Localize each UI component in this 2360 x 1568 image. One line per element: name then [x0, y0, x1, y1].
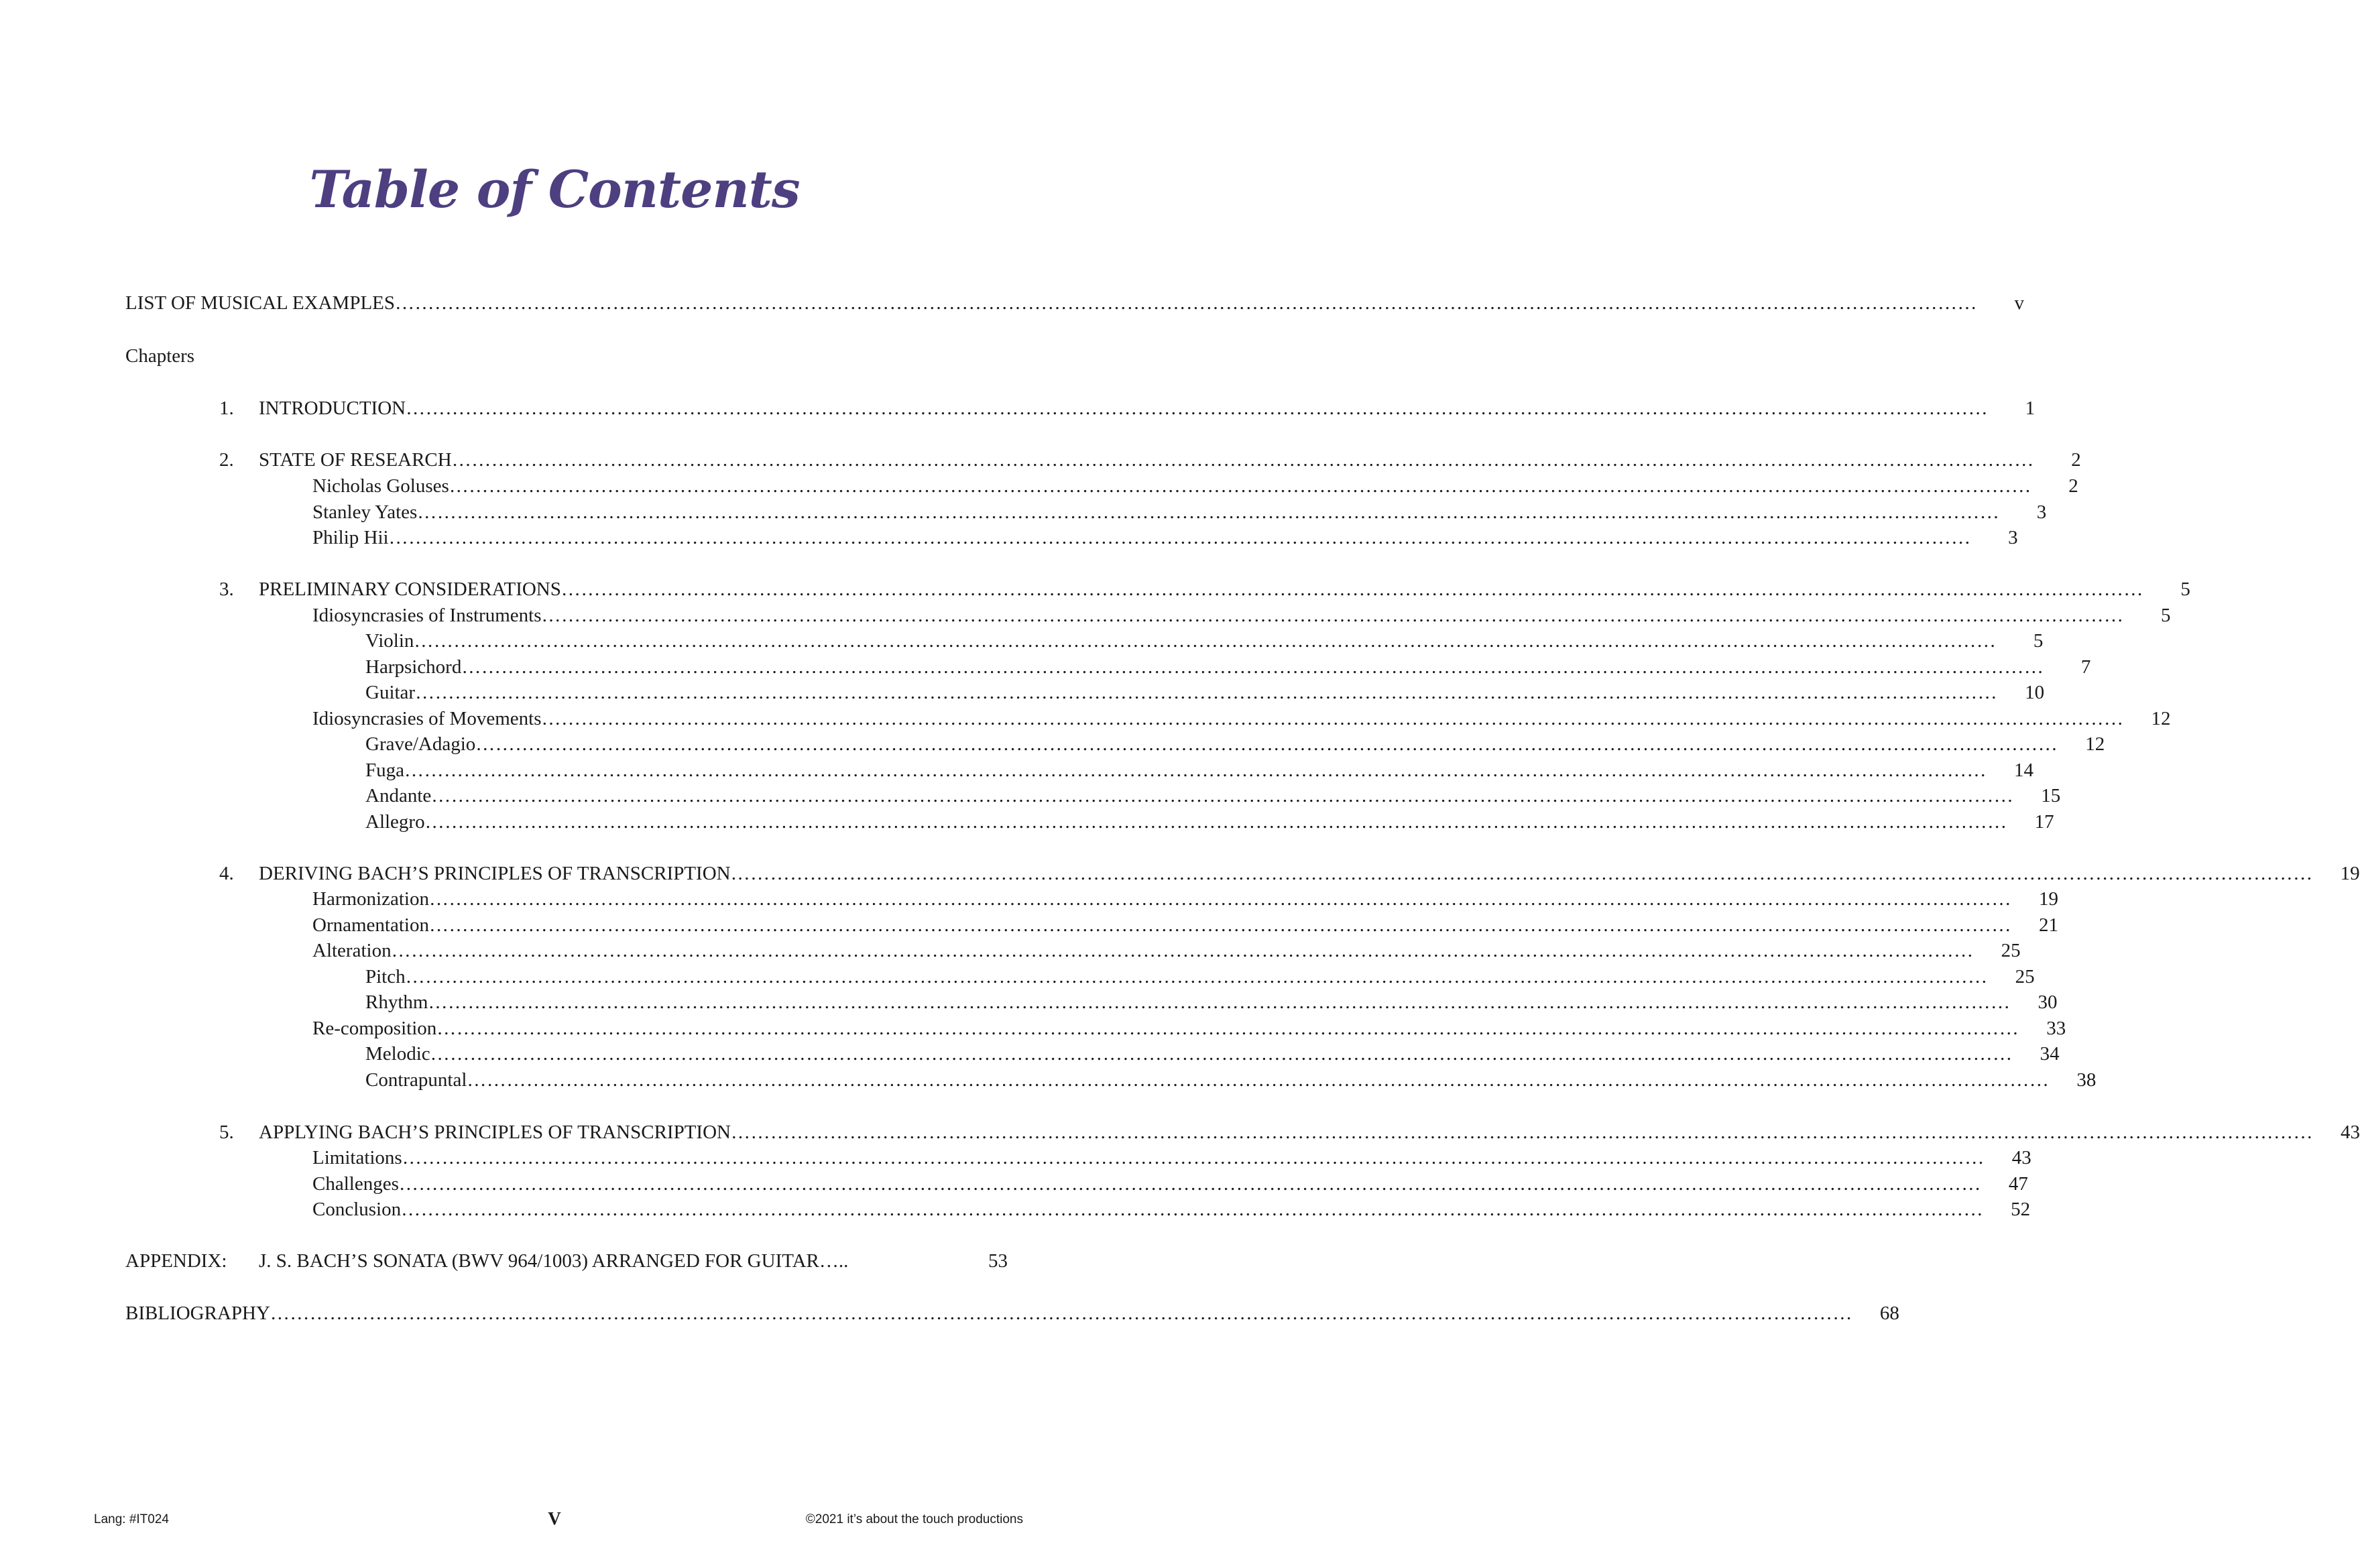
toc-entry-appendix[interactable]	[259, 1248, 1008, 1275]
toc-page-number: v	[2014, 292, 2025, 314]
toc-entry-ornamentation[interactable]: Ornamentation…………………………………………………………………………………………………………………………………………………………………………………………………………………… 21	[312, 912, 1008, 939]
toc-entry-fuga[interactable]: Fuga…………………………………………………………………………………………………………………………………………………………………………………………………………………… 14	[365, 758, 1008, 784]
toc-page-number: 17	[2034, 811, 2054, 833]
toc-label: BIBLIOGRAPHY	[125, 1303, 270, 1324]
toc-entry-rhythm[interactable]: Rhythm…………………………………………………………………………………………………………………………………………………………………………………………………………………… 30	[365, 989, 1008, 1016]
toc-label: DERIVING BACH’S PRINCIPLES OF TRANSCRIPTION	[259, 863, 731, 884]
toc-entry-melodic[interactable]: Melodic…………………………………………………………………………………………………………………………………………………………………………………………………………………… 34	[365, 1041, 1008, 1068]
toc-page-number: 2	[2071, 449, 2081, 471]
toc-entry-conclusion[interactable]: Conclusion…………………………………………………………………………………………………………………………………………………………………………………………………………………… 52	[312, 1197, 1008, 1223]
toc-page-number: 3	[2008, 527, 2018, 548]
toc-entry-limitations[interactable]: Limitations…………………………………………………………………………………………………………………………………………………………………………………………………………………… 43	[312, 1145, 1008, 1172]
toc-label: Harpsichord	[365, 656, 462, 678]
toc-page-number: 52	[2011, 1199, 2031, 1220]
toc-label: Challenges	[312, 1173, 399, 1195]
chapters-heading: Chapters	[125, 345, 195, 367]
toc-label: Idiosyncrasies of Instruments	[312, 605, 542, 626]
chapter-number: 1.	[219, 398, 234, 419]
footer-copyright: ©2021 it’s about the touch productions	[805, 1512, 1023, 1526]
toc-entry-hii[interactable]: Philip Hii…………………………………………………………………………………………………………………………………………………………………………………………………………………… 3	[312, 525, 1008, 552]
toc-page-number: 3	[2036, 501, 2047, 523]
toc-page-number: 25	[2015, 966, 2035, 987]
toc-page-number: 15	[2041, 785, 2061, 806]
toc-page-number: 53	[988, 1250, 1008, 1272]
toc-label: J. S. BACH’S SONATA (BWV 964/1003) ARRANGED FOR GUITAR…..	[259, 1250, 849, 1272]
toc-entry-harmonization[interactable]: Harmonization…………………………………………………………………………………………………………………………………………………………………………………………………………………… 19	[312, 886, 1008, 913]
toc-entry-alteration[interactable]: Alteration…………………………………………………………………………………………………………………………………………………………………………………………………………………… 25	[312, 938, 1008, 965]
toc-entry-bibliography[interactable]: BIBLIOGRAPHY…………………………………………………………………………………………………………………………………………………………………………………………………………………… 68	[125, 1301, 1008, 1327]
toc-entry-violin[interactable]: Violin…………………………………………………………………………………………………………………………………………………………………………………………………………………… 5	[365, 628, 1008, 655]
toc-entry-guitar[interactable]: Guitar…………………………………………………………………………………………………………………………………………………………………………………………………………………… 10	[365, 680, 1008, 707]
appendix-label: APPENDIX:	[125, 1250, 227, 1272]
toc-page-number: 33	[2046, 1018, 2066, 1039]
toc-entry-chapter-3[interactable]: PRELIMINARY CONSIDERATIONS…………………………………………………………………………………………………………………………………………………………………………………………………………………… 5	[259, 577, 1008, 603]
toc-entry-recomposition[interactable]: Re-composition…………………………………………………………………………………………………………………………………………………………………………………………………………………… 33	[312, 1016, 1008, 1042]
toc-page-number: 21	[2038, 914, 2058, 936]
toc-label: Philip Hii	[312, 527, 389, 548]
toc-label: STATE OF RESEARCH	[259, 449, 452, 471]
toc-page-number: 1	[2025, 398, 2035, 419]
toc-label: Re-composition	[312, 1018, 437, 1039]
toc-label: Contrapuntal	[365, 1069, 467, 1091]
toc-label: Conclusion	[312, 1199, 402, 1220]
toc-page-number: 47	[2008, 1173, 2028, 1195]
toc-page-number: 5	[2033, 630, 2044, 652]
toc-page-number: 12	[2085, 733, 2105, 755]
toc-entry-yates[interactable]: Stanley Yates…………………………………………………………………………………………………………………………………………………………………………………………………………………… 3	[312, 499, 1008, 526]
toc-label: Nicholas Goluses	[312, 475, 449, 497]
toc-entry-challenges[interactable]: Challenges…………………………………………………………………………………………………………………………………………………………………………………………………………………… 47	[312, 1171, 1008, 1198]
toc-entry-movements[interactable]: Idiosyncrasies of Movements…………………………………………………………………………………………………………………………………………………………………………………………………………………… 12	[312, 706, 1008, 733]
toc-page-number: 2	[2068, 475, 2078, 497]
toc-label: Limitations	[312, 1147, 402, 1168]
toc-page-number: 7	[2080, 656, 2091, 678]
toc-entry-harpsichord[interactable]: Harpsichord…………………………………………………………………………………………………………………………………………………………………………………………………………………… 7	[365, 654, 1008, 681]
toc-page-number: 5	[2180, 579, 2190, 600]
toc-label: Pitch	[365, 966, 406, 987]
toc-entry-pitch[interactable]: Pitch…………………………………………………………………………………………………………………………………………………………………………………………………………………… 25	[365, 964, 1008, 991]
toc-entry-goluses[interactable]: Nicholas Goluses…………………………………………………………………………………………………………………………………………………………………………………………………………………… 2	[312, 473, 1008, 500]
toc-entry-allegro[interactable]: Allegro…………………………………………………………………………………………………………………………………………………………………………………………………………………… 17	[365, 809, 1008, 836]
toc-entry-contrapuntal[interactable]: Contrapuntal…………………………………………………………………………………………………………………………………………………………………………………………………………………… 38	[365, 1067, 1008, 1094]
toc-label: PRELIMINARY CONSIDERATIONS	[259, 579, 561, 600]
toc-label: Ornamentation	[312, 914, 429, 936]
toc-page-number: 43	[2340, 1122, 2360, 1143]
page-title: Table of Contents	[309, 160, 800, 219]
toc-page-number: 19	[2038, 888, 2058, 910]
toc-label: Melodic	[365, 1043, 430, 1065]
toc-label: Fuga	[365, 760, 404, 781]
toc-label: Guitar	[365, 682, 416, 703]
toc-entry-chapter-4[interactable]: DERIVING BACH’S PRINCIPLES OF TRANSCRIPTION…………………………………………………………………………………………………………………………………………………………………………………………………………………… 19	[259, 861, 1008, 888]
footer-lang-code: Lang: #IT024	[94, 1512, 169, 1526]
chapter-number: 4.	[219, 863, 234, 884]
chapter-number: 3.	[219, 579, 234, 600]
toc-page-number: 10	[2025, 682, 2045, 703]
chapter-number: 2.	[219, 449, 234, 471]
toc-entry-chapter-5[interactable]: APPLYING BACH’S PRINCIPLES OF TRANSCRIPTION…………………………………………………………………………………………………………………………………………………………………………………………………………………… 43	[259, 1120, 1008, 1146]
toc-label: LIST OF MUSICAL EXAMPLES	[125, 292, 396, 314]
toc-label: APPLYING BACH’S PRINCIPLES OF TRANSCRIPTION	[259, 1122, 731, 1143]
toc-entry-grave[interactable]: Grave/Adagio…………………………………………………………………………………………………………………………………………………………………………………………………………………… 12	[365, 731, 1008, 758]
toc-page-number: 5	[2161, 605, 2171, 626]
footer-page-number: V	[548, 1508, 561, 1528]
toc-page-number: 12	[2151, 708, 2171, 729]
toc-entry-chapter-2[interactable]: STATE OF RESEARCH…………………………………………………………………………………………………………………………………………………………………………………………………………………… 2	[259, 447, 1008, 474]
toc-label: Alteration	[312, 940, 392, 961]
toc-page-number: 34	[2040, 1043, 2060, 1065]
toc-entry-chapter-1[interactable]: INTRODUCTION…………………………………………………………………………………………………………………………………………………………………………………………………………………… 1	[259, 396, 1008, 422]
toc-label: Idiosyncrasies of Movements	[312, 708, 542, 729]
toc-label: Grave/Adagio	[365, 733, 476, 755]
toc-label: Andante	[365, 785, 432, 806]
toc-page-number: 43	[2011, 1147, 2031, 1168]
toc-page-number: 14	[2014, 760, 2033, 781]
toc-page-number: 30	[2038, 991, 2058, 1013]
toc-label: INTRODUCTION	[259, 398, 406, 419]
toc-label: Rhythm	[365, 991, 428, 1013]
toc-label: Violin	[365, 630, 414, 652]
toc-label: Stanley Yates	[312, 501, 418, 523]
toc-page-number: 38	[2076, 1069, 2097, 1091]
toc-entry-list-of-examples[interactable]: LIST OF MUSICAL EXAMPLES…………………………………………………………………………………………………………………………………………………………………………………………………………………… v	[125, 290, 1008, 317]
toc-label: Harmonization	[312, 888, 429, 910]
toc-entry-instruments[interactable]: Idiosyncrasies of Instruments…………………………………………………………………………………………………………………………………………………………………………………………………………………… 5	[312, 603, 1008, 629]
toc-page-number: 68	[1879, 1303, 1899, 1324]
toc-label: Allegro	[365, 811, 425, 833]
toc-page-number: 19	[2340, 863, 2360, 884]
toc-page-number: 25	[2001, 940, 2021, 961]
chapter-number: 5.	[219, 1122, 234, 1143]
toc-entry-andante[interactable]: Andante…………………………………………………………………………………………………………………………………………………………………………………………………………………… 15	[365, 783, 1008, 810]
